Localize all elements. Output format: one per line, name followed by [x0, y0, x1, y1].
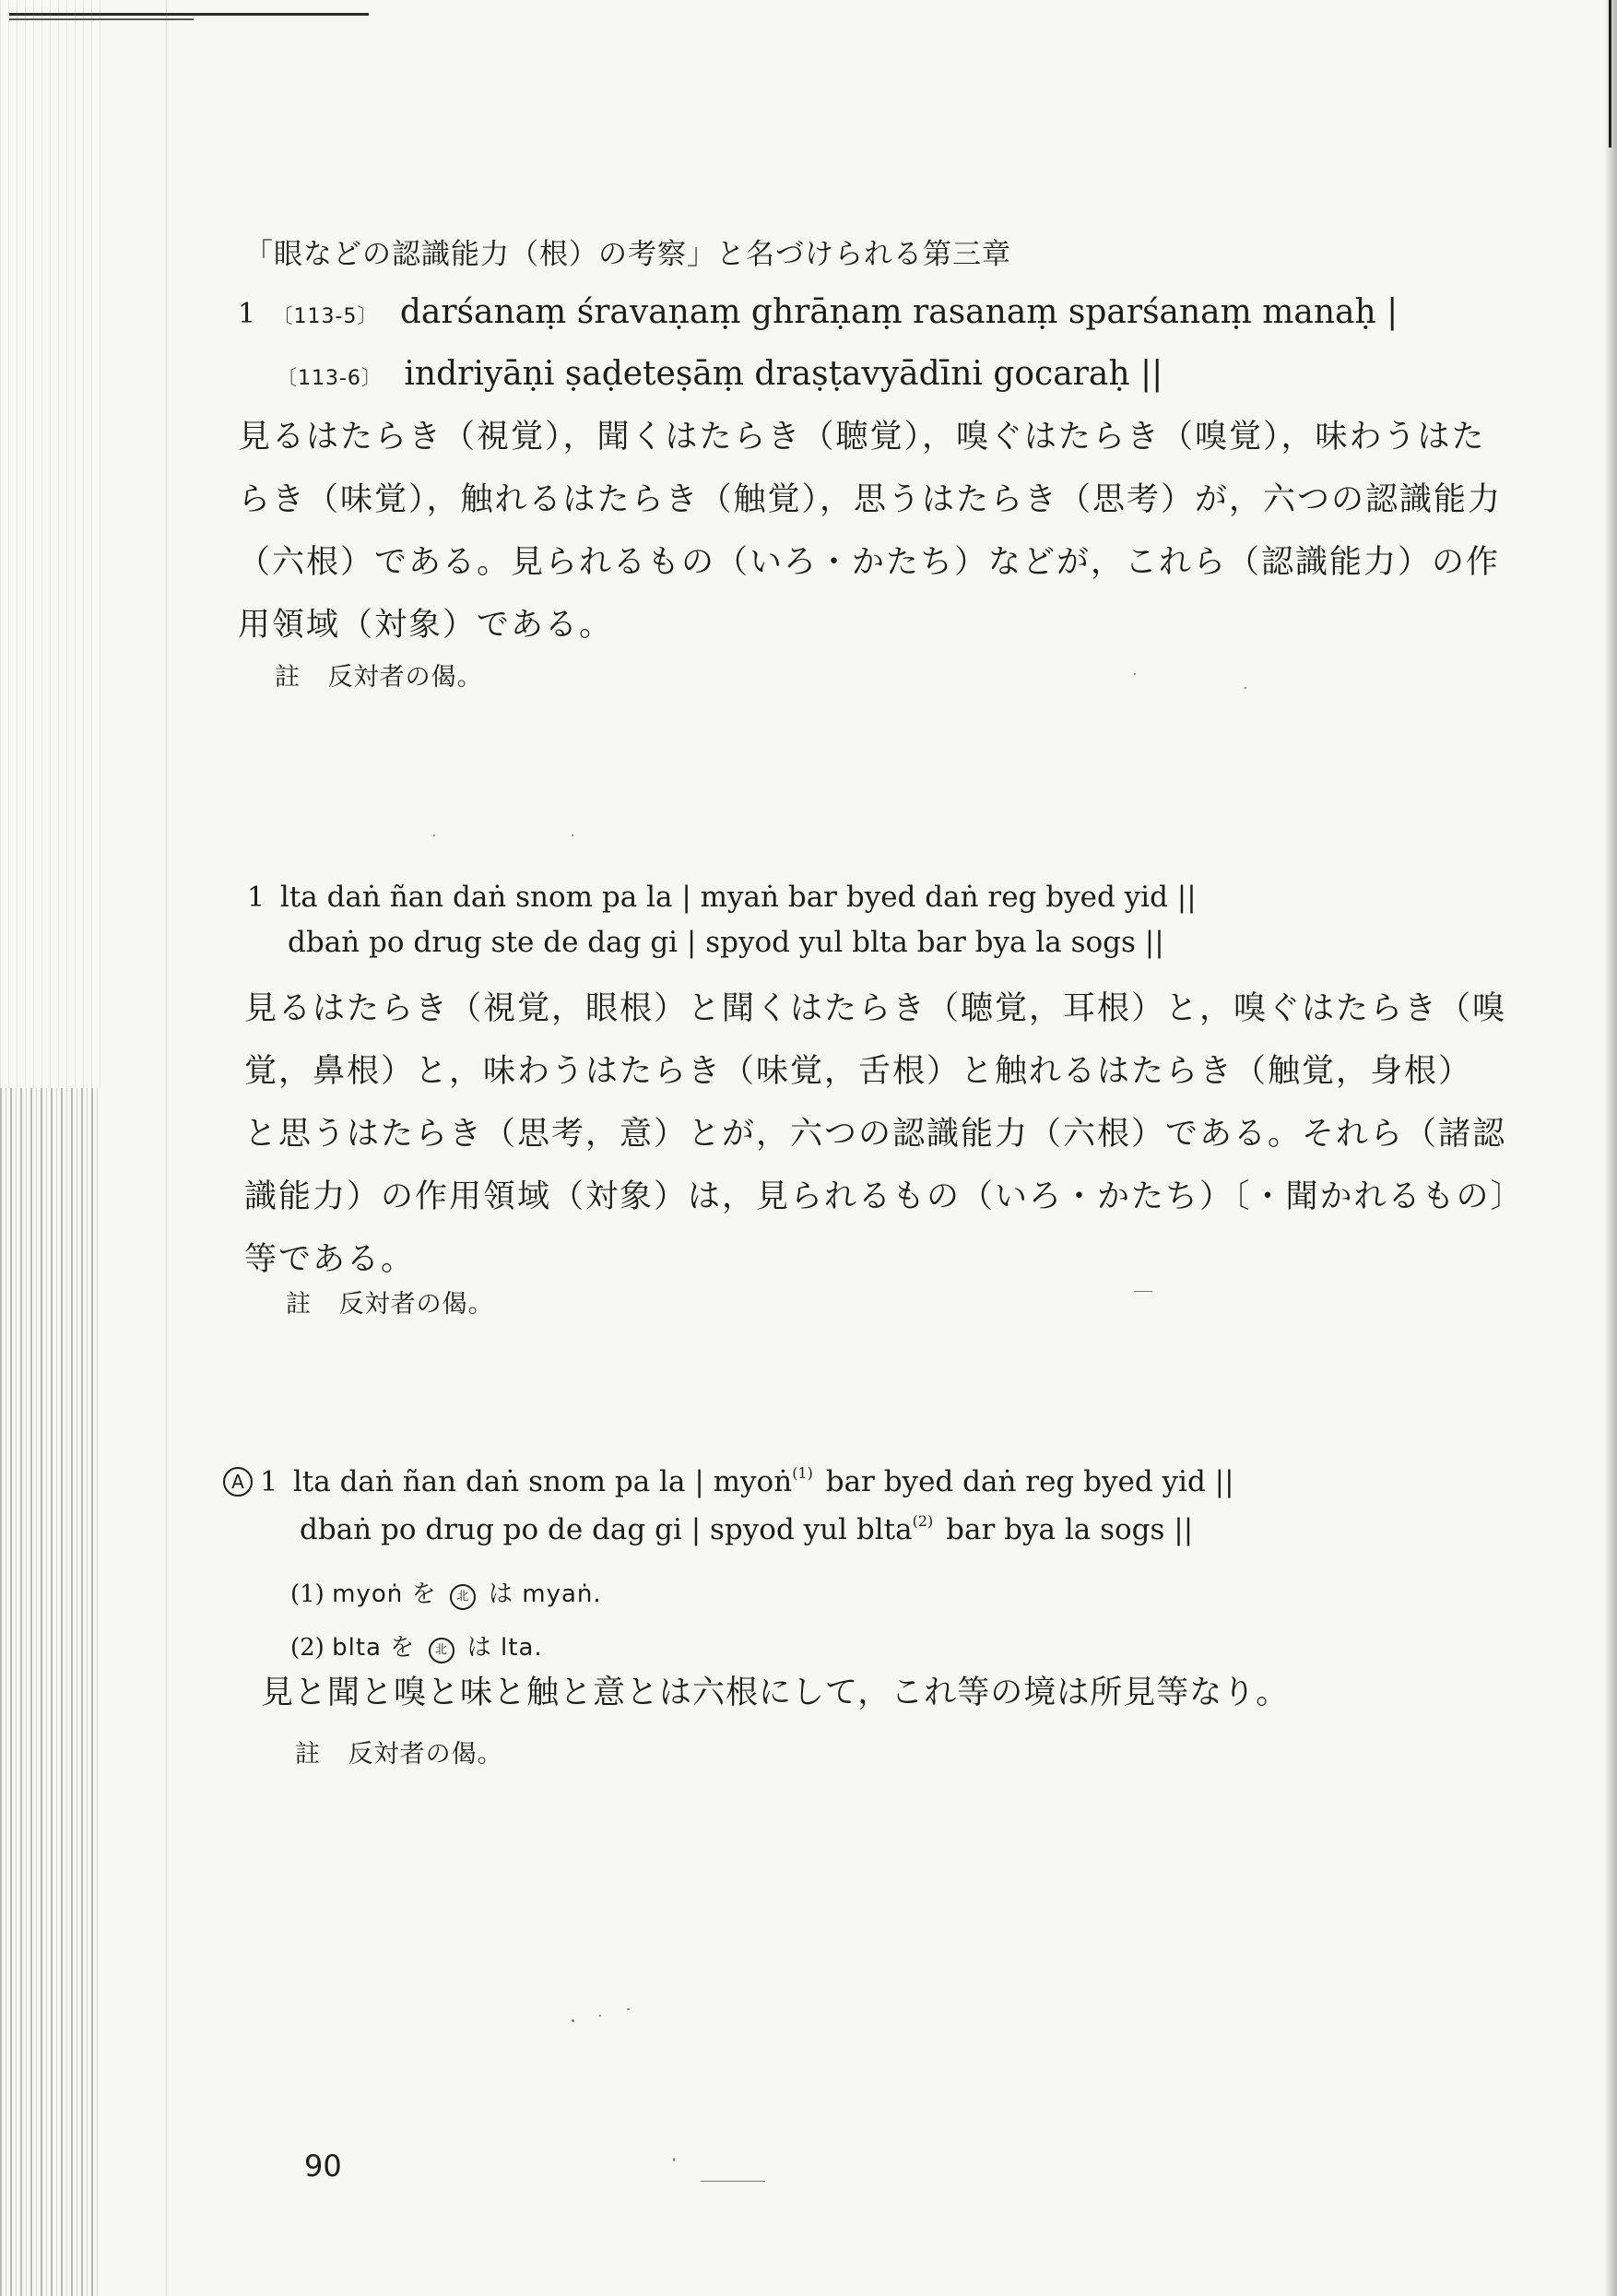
tibetan-translation-line: 見るはたらき（視覚，眼根）と聞くはたらき（聴覚，耳根）と，嗅ぐはたらき（嗅 — [244, 990, 1507, 1027]
akutobhaya-circle-mark: A — [223, 1467, 253, 1497]
akutobhaya-line-1-part-a: lta daṅ ñan daṅ snom pa la | myoṅ — [292, 1465, 793, 1498]
scan-speck — [572, 2019, 574, 2022]
akutobhaya-verse-line-2 — [300, 1512, 1193, 1546]
footnote-1 — [290, 1575, 602, 1610]
tibetan-translation — [244, 977, 1525, 1291]
footnote-after: は lta. — [466, 1634, 543, 1662]
akutobhaya-verse-number: 1 — [260, 1466, 278, 1498]
footnote-after: は myaṅ. — [489, 1580, 602, 1608]
sanskrit-line-2-text: indriyāṇi ṣaḍeteṣāṃ draṣṭavyādīni gocaraḥ || — [404, 355, 1163, 393]
sanskrit-translation — [238, 406, 1502, 657]
peking-edition-mark: 北 — [429, 1638, 454, 1663]
scan-speck — [1134, 673, 1136, 675]
footnote-marker: (1) — [792, 1464, 813, 1482]
scan-artifact-gutter — [0, 1088, 101, 2296]
scan-speck — [627, 2008, 630, 2010]
sanskrit-verse-number: 1 — [238, 298, 256, 330]
scan-speck — [572, 834, 573, 836]
footnote-num: (2) — [290, 1634, 325, 1662]
footnote-marker: (2) — [912, 1512, 934, 1530]
tibetan-translation-line: 等である。 — [244, 1241, 416, 1278]
sanskrit-note — [275, 657, 483, 692]
scan-speck — [599, 2015, 601, 2017]
chapter-title: 「眼などの認識能力（根）の考察」と名づけられる第三章 — [244, 238, 1011, 271]
scan-artifact-gutter-faint — [0, 0, 101, 1088]
peking-edition-mark: 北 — [450, 1584, 476, 1610]
note-label: 註 — [295, 1740, 321, 1769]
sanskrit-verse-line-1 — [238, 293, 1398, 331]
akutobhaya-line-1-part-b: bar byed daṅ reg byed yid || — [825, 1465, 1234, 1498]
sanskrit-line-2-ref: 〔113-6〕 — [277, 367, 383, 390]
note-label: 註 — [286, 1290, 312, 1319]
note-text: 反対者の偈。 — [338, 1290, 494, 1319]
scan-speck — [673, 2158, 675, 2161]
scan-speck — [433, 834, 435, 836]
page-number: 90 — [304, 2148, 342, 2184]
sanskrit-translation-line: らき（味覚），触れるはたらき（触覚），思うはたらき（思考）が，六つの認識能力 — [238, 481, 1503, 518]
footnote-before: blta を — [332, 1634, 416, 1662]
tibetan-verse-line-2: dbaṅ po drug ste de dag gi | spyod yul blta bar bya la sogs || — [288, 926, 1164, 959]
footnote-2 — [290, 1628, 543, 1663]
classical-translation: 見と聞と嗅と味と触と意とは六根にして，これ等の境は所見等なり。 — [261, 1675, 1290, 1711]
note-text: 反対者の偈。 — [348, 1740, 503, 1769]
footnote-before: myoṅ を — [332, 1580, 437, 1608]
scan-artifact-fold-line — [166, 0, 167, 2296]
sanskrit-line-1-ref: 〔113-5〕 — [272, 305, 379, 328]
sanskrit-translation-line: 用領域（対象）である。 — [238, 607, 614, 644]
tibetan-verse-line-1 — [247, 881, 1197, 914]
scan-artifact-right-mark — [1609, 0, 1611, 148]
tibetan-verse-number: 1 — [247, 882, 266, 914]
tibetan-translation-line: 識能力）の作用領域（対象）は，見られるもの（いろ・かたち）〔・聞かれるもの〕 — [244, 1178, 1525, 1215]
sanskrit-translation-line: （六根）である。見られるもの（いろ・かたち）などが，これら（認識能力）の作 — [238, 544, 1501, 581]
akutobhaya-line-2-part-a: dbaṅ po drug po de dag gi | spyod yul blta — [300, 1513, 913, 1546]
scan-speck — [1245, 687, 1246, 689]
akutobhaya-verse-line-1 — [223, 1464, 1234, 1498]
note-text: 反対者の偈。 — [327, 663, 483, 692]
tibetan-line-1-text: lta daṅ ñan daṅ snom pa la | myaṅ bar byed daṅ reg byed yid || — [279, 881, 1197, 914]
footnote-num: (1) — [290, 1580, 325, 1608]
tibetan-translation-line: と思うはたらき（思考，意）とが，六つの認識能力（六根）である。それら（諸認 — [244, 1116, 1507, 1153]
sanskrit-line-1-text: darśanaṃ śravaṇaṃ ghrāṇaṃ rasanaṃ sparśanaṃ manaḥ | — [399, 293, 1399, 331]
sanskrit-verse-line-2 — [277, 355, 1163, 393]
scan-artifact-right-edge — [1604, 0, 1617, 2296]
note-label: 註 — [275, 663, 301, 692]
scan-speck — [1134, 1291, 1152, 1292]
tibetan-translation-line: 覚，鼻根）と，味わうはたらき（味覚，舌根）と触れるはたらき（触覚，身根） — [244, 1053, 1473, 1090]
tibetan-note — [286, 1284, 494, 1320]
akutobhaya-line-2-part-b: bar bya la sogs || — [946, 1513, 1194, 1546]
akutobhaya-note — [295, 1734, 503, 1769]
scan-speck — [701, 2181, 765, 2182]
sanskrit-translation-line: 見るはたらき（視覚），聞くはたらき（聴覚），嗅ぐはたらき（嗅覚），味わうはた — [238, 419, 1486, 456]
